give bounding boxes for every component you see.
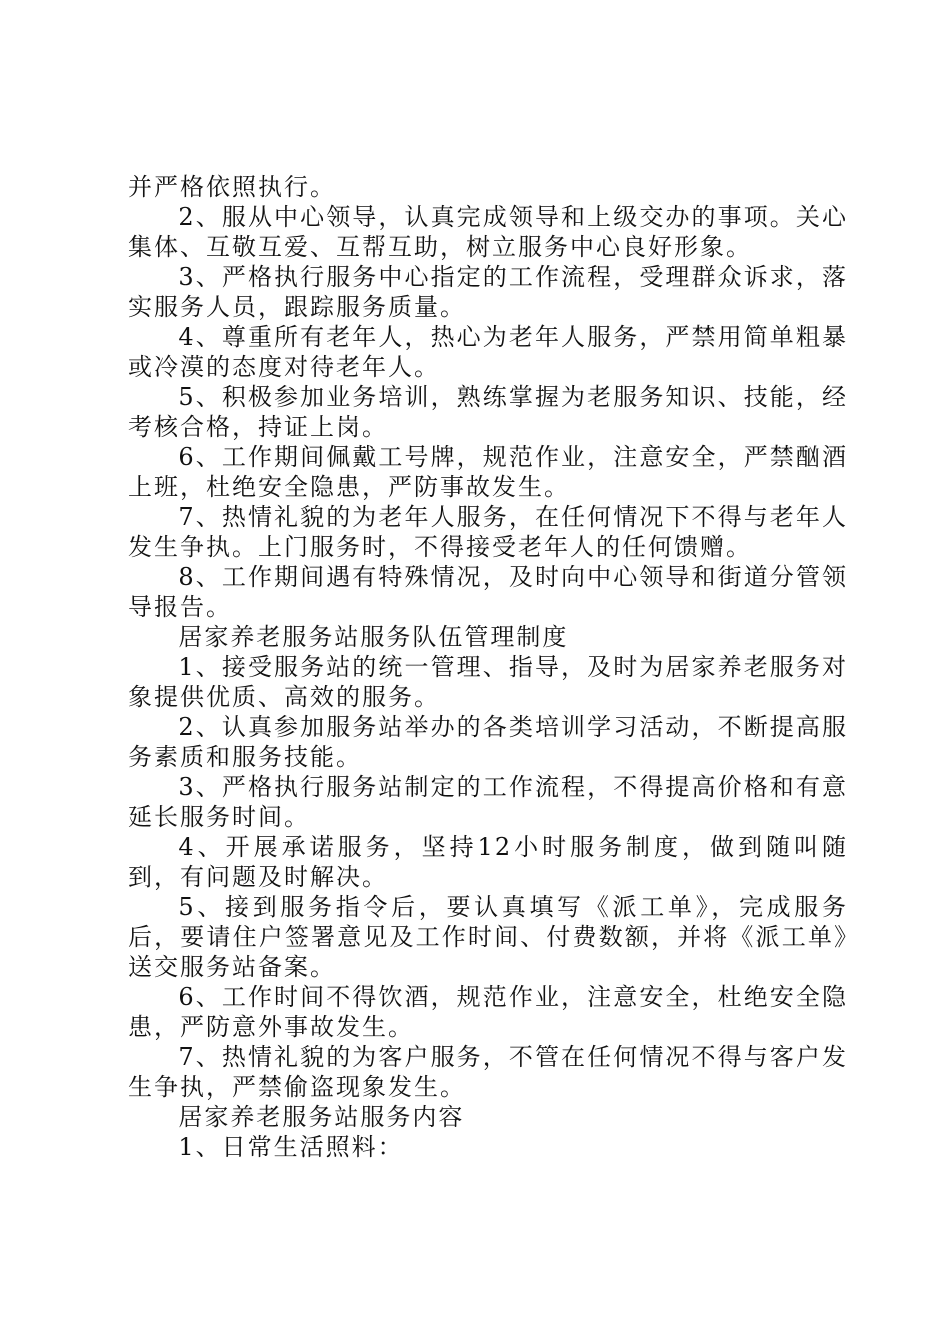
team-rule-item-2: 2、认真参加服务站举办的各类培训学习活动，不断提高服务素质和服务技能。 xyxy=(128,713,848,771)
service-item-1: 1、日常生活照料： xyxy=(178,1133,404,1161)
team-rule-item-3: 3、严格执行服务站制定的工作流程，不得提高价格和有意延长服务时间。 xyxy=(128,773,848,831)
rule-item-8: 8、工作期间遇有特殊情况，及时向中心领导和街道分管领导报告。 xyxy=(128,563,848,621)
rule-item-2: 2、服从中心领导，认真完成领导和上级交办的事项。关心集体、互敬互爱、互帮互助，树立服务中心良好形象。 xyxy=(128,203,848,261)
team-rule-item-6: 6、工作时间不得饮酒，规范作业，注意安全，杜绝安全隐患，严防意外事故发生。 xyxy=(128,983,848,1041)
section-heading-team-rules: 居家养老服务站服务队伍管理制度 xyxy=(178,623,569,651)
rule-item-3: 3、严格执行服务中心指定的工作流程，受理群众诉求，落实服务人员，跟踪服务质量。 xyxy=(128,263,848,321)
team-rule-item-5: 5、接到服务指令后，要认真填写《派工单》，完成服务后，要请住户签署意见及工作时间、付费数额，并将《派工单》送交服务站备案。 xyxy=(128,893,848,981)
team-rule-item-1: 1、接受服务站的统一管理、指导，及时为居家养老服务对象提供优质、高效的服务。 xyxy=(128,653,848,711)
rule-item-4: 4、尊重所有老年人，热心为老年人服务，严禁用简单粗暴或冷漠的态度对待老年人。 xyxy=(128,323,848,381)
rule-item-6: 6、工作期间佩戴工号牌，规范作业，注意安全，严禁酗酒上班，杜绝安全隐患，严防事故发生。 xyxy=(128,443,848,501)
section-heading-service-content: 居家养老服务站服务内容 xyxy=(178,1103,465,1131)
team-rule-item-4: 4、开展承诺服务，坚持12小时服务制度，做到随叫随到，有问题及时解决。 xyxy=(128,833,848,891)
rule-item-7: 7、热情礼貌的为老年人服务，在任何情况下不得与老年人发生争执。上门服务时，不得接受老年人的任何馈赠。 xyxy=(128,503,848,561)
team-rule-item-7: 7、热情礼貌的为客户服务，不管在任何情况不得与客户发生争执，严禁偷盗现象发生。 xyxy=(128,1043,848,1101)
paragraph-continuation: 并严格依照执行。 xyxy=(128,173,336,201)
document-body xyxy=(128,172,848,1162)
rule-item-5: 5、积极参加业务培训，熟练掌握为老服务知识、技能，经考核合格，持证上岗。 xyxy=(128,383,848,441)
